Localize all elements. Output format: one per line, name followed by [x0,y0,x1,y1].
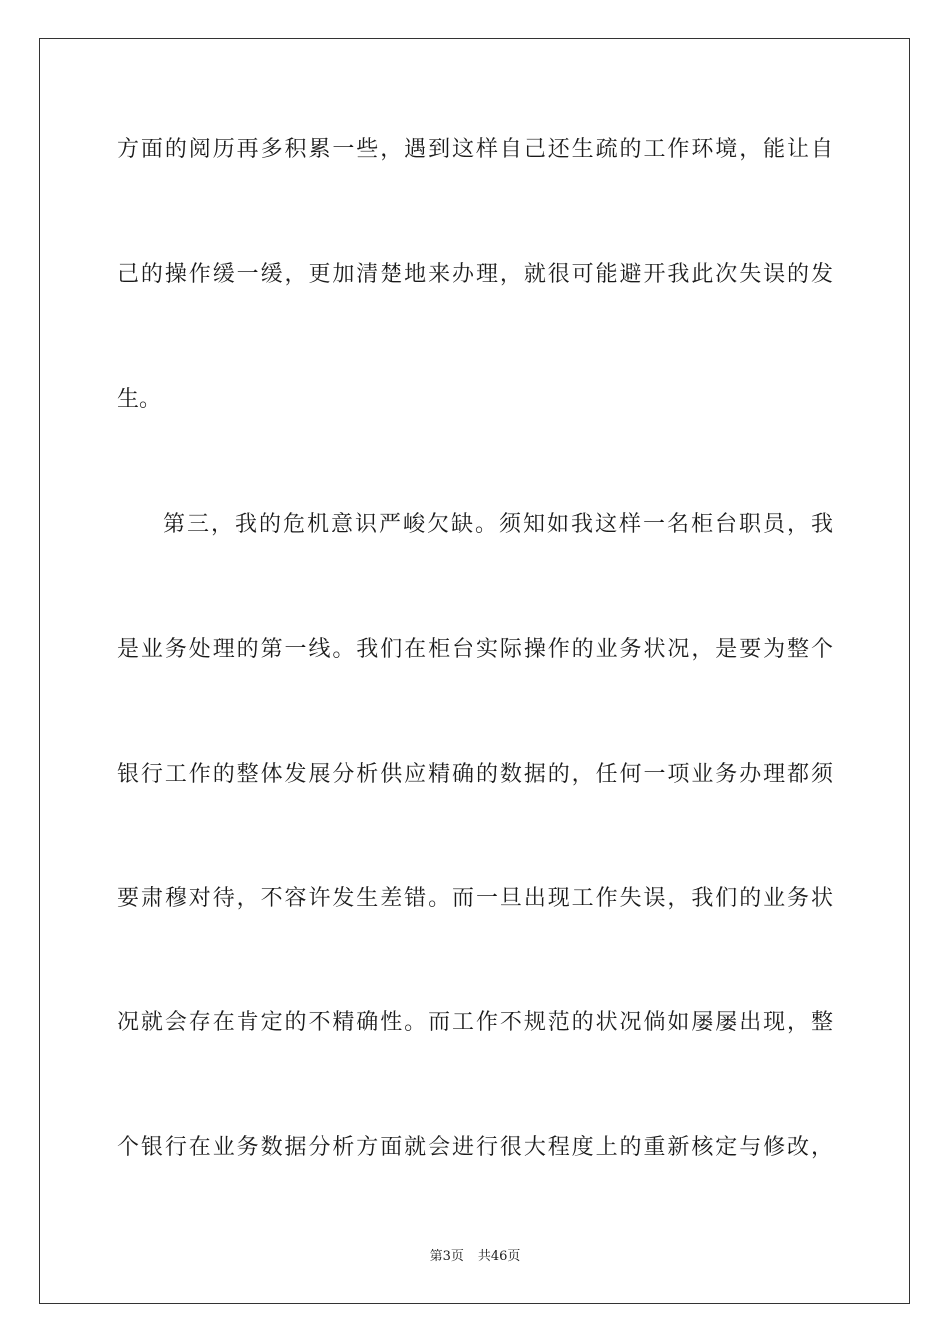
page-total: 共46页 [477,1249,521,1264]
body-line-1: 方面的阅历再多积累一些，遇到这样自己还生疏的工作环境，能让自 [117,137,833,162]
body-line-9: 个银行在业务数据分析方面就会进行很大程度上的重新核定与修改， [117,1135,833,1160]
body-line-3: 生。 [117,387,162,412]
body-line-7: 要肃穆对待，不容许发生差错。而一旦出现工作失误，我们的业务状 [117,886,833,911]
page-footer [0,1248,950,1266]
page-border [39,38,910,1304]
body-line-5: 是业务处理的第一线。我们在柜台实际操作的业务状况，是要为整个 [117,637,833,662]
body-line-2: 己的操作缓一缓，更加清楚地来办理，就很可能避开我此次失误的发 [117,262,833,287]
body-line-6: 银行工作的整体发展分析供应精确的数据的，任何一项业务办理都须 [117,762,833,787]
body-line-8: 况就会存在肯定的不精确性。而工作不规范的状况倘如屡屡出现，整 [117,1010,833,1035]
body-line-4: 第三，我的危机意识严峻欠缺。须知如我这样一名柜台职员，我 [163,512,833,537]
page-number: 第3页 [429,1249,464,1264]
